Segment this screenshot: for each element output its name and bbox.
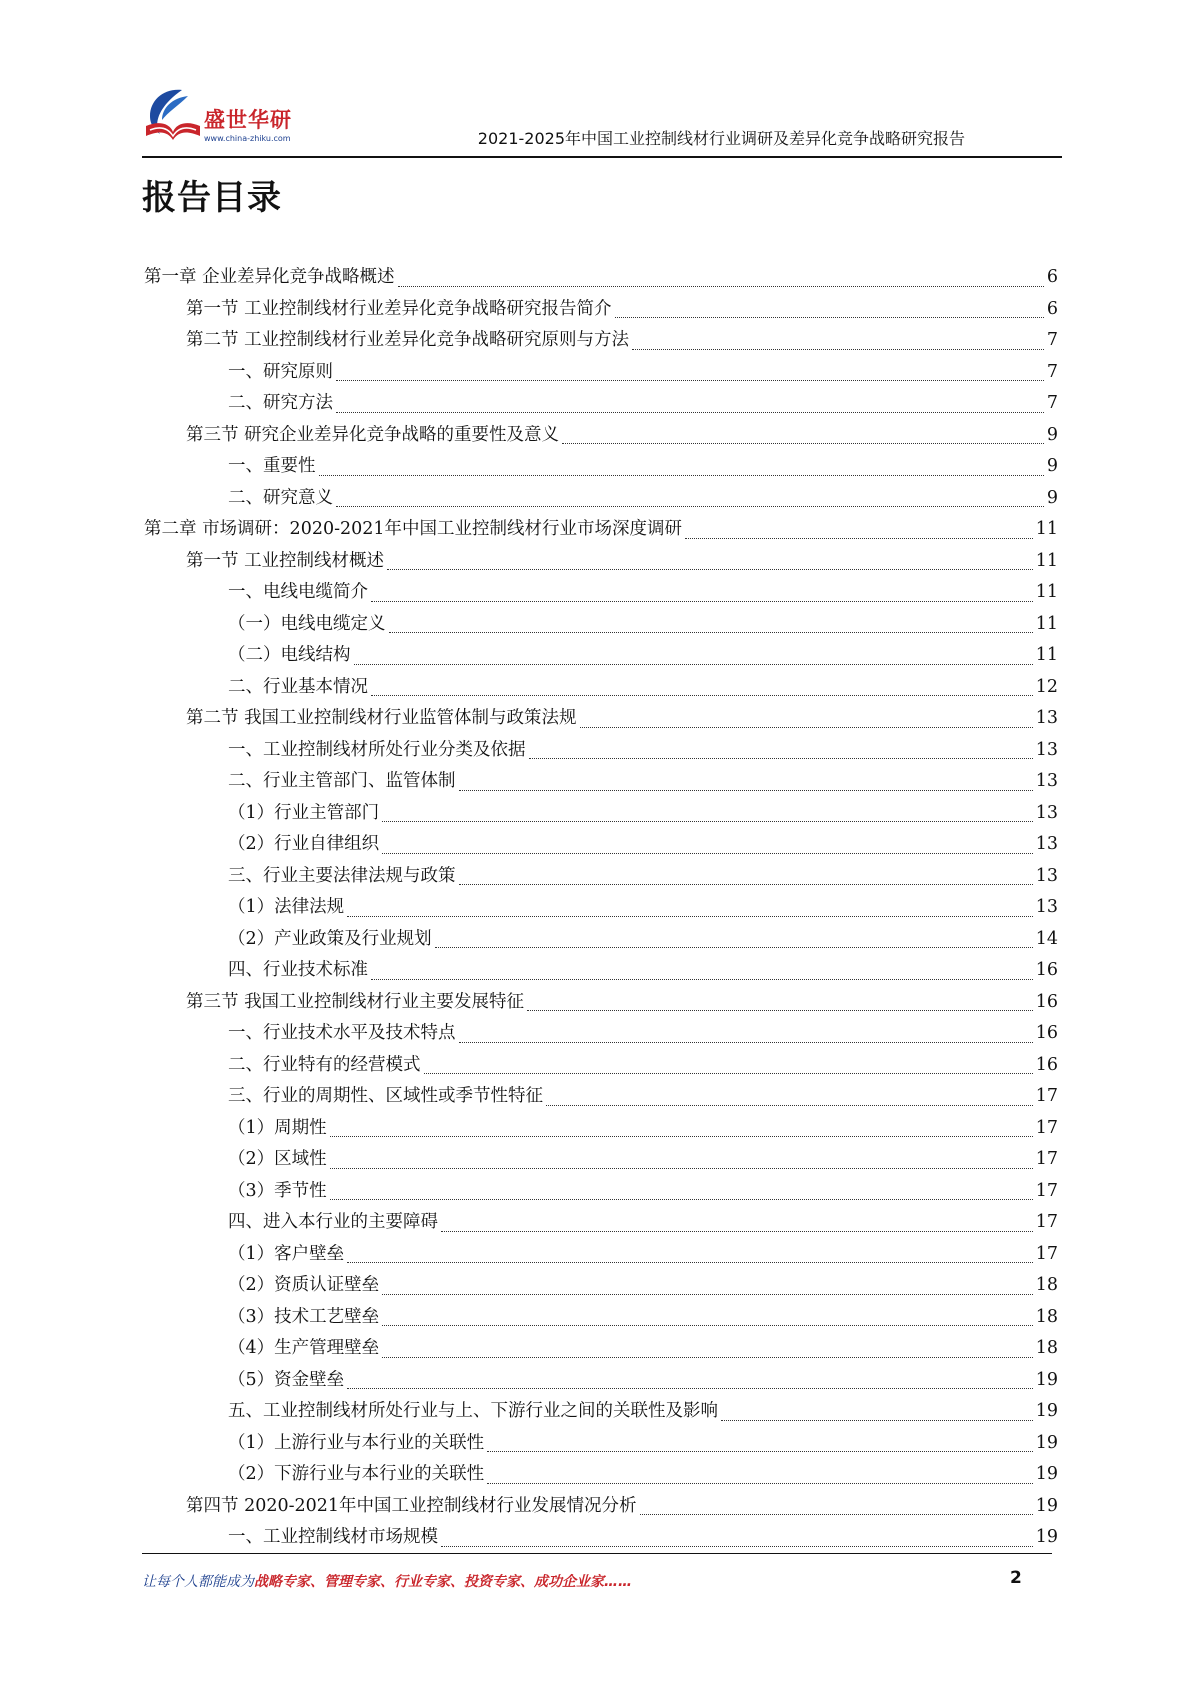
- toc-dot-leader: [330, 1168, 1033, 1169]
- toc-entry-page: 6: [1046, 267, 1058, 287]
- toc-entry-label: 三、行业的周期性、区域性或季节性特征: [228, 1086, 543, 1106]
- toc-dot-leader: [336, 506, 1044, 507]
- toc-dot-leader: [371, 695, 1033, 696]
- toc-entry-page: 11: [1035, 645, 1058, 665]
- toc-dot-leader: [371, 601, 1033, 602]
- toc-dot-leader: [487, 1483, 1033, 1484]
- toc-entry[interactable]: [144, 1081, 1058, 1113]
- toc-entry-page: 19: [1035, 1527, 1058, 1547]
- toc-entry-label: （2）下游行业与本行业的关联性: [228, 1464, 485, 1484]
- toc-entry[interactable]: [144, 1207, 1058, 1239]
- header-divider: [142, 156, 1062, 158]
- toc-dot-leader: [580, 727, 1033, 728]
- toc-entry[interactable]: [144, 325, 1058, 357]
- toc-entry-page: 16: [1035, 1023, 1058, 1043]
- toc-dot-leader: [347, 1262, 1033, 1263]
- toc-entry-page: 17: [1035, 1149, 1058, 1169]
- toc-entry[interactable]: [144, 1302, 1058, 1334]
- toc-entry-page: 18: [1035, 1275, 1058, 1295]
- toc-dot-leader: [546, 1105, 1033, 1106]
- toc-entry-page: 7: [1046, 330, 1058, 350]
- toc-entry[interactable]: [144, 1018, 1058, 1050]
- toc-entry[interactable]: [144, 609, 1058, 641]
- toc-dot-leader: [330, 1199, 1033, 1200]
- toc-entry-label: 五、工业控制线材所处行业与上、下游行业之间的关联性及影响: [228, 1401, 718, 1421]
- page-number: 2: [1010, 1568, 1022, 1588]
- toc-entry-page: 16: [1035, 960, 1058, 980]
- toc-dot-leader: [459, 884, 1033, 885]
- toc-entry[interactable]: [144, 1333, 1058, 1365]
- toc-entry-label: 一、电线电缆简介: [228, 582, 368, 602]
- toc-entry[interactable]: [144, 955, 1058, 987]
- toc-entry-label: 第二节 我国工业控制线材行业监管体制与政策法规: [186, 708, 577, 728]
- toc-entry[interactable]: [144, 1365, 1058, 1397]
- toc-entry-label: 一、研究原则: [228, 361, 333, 382]
- toc-entry-page: 7: [1046, 393, 1058, 413]
- open-book-logo-icon: [142, 86, 204, 144]
- toc-entry-page: 17: [1035, 1212, 1058, 1232]
- toc-entry-label: 一、工业控制线材所处行业分类及依据: [228, 739, 526, 760]
- toc-entry-page: 11: [1035, 582, 1058, 602]
- toc-entry-label: （1）法律法规: [228, 897, 345, 917]
- toc-dot-leader: [336, 412, 1044, 413]
- toc-entry[interactable]: [144, 861, 1058, 893]
- toc-entry-label: （1）客户壁垒: [228, 1243, 345, 1264]
- toc-dot-leader: [721, 1420, 1033, 1421]
- toc-entry[interactable]: [144, 987, 1058, 1019]
- toc-dot-leader: [354, 664, 1033, 665]
- toc-entry[interactable]: [144, 1396, 1058, 1428]
- toc-entry-page: 19: [1035, 1369, 1058, 1390]
- toc-entry-label: 第一节 工业控制线材概述: [186, 550, 385, 571]
- table-of-contents: [144, 262, 1058, 1554]
- toc-entry-page: 6: [1046, 298, 1058, 319]
- footer-divider: [142, 1553, 1052, 1554]
- toc-entry-label: （1）周期性: [228, 1117, 327, 1138]
- toc-entry-label: （1）行业主管部门: [228, 802, 380, 823]
- footer-slogan: [142, 1571, 632, 1591]
- toc-entry-page: 17: [1035, 1117, 1058, 1138]
- toc-entry[interactable]: [144, 1239, 1058, 1271]
- toc-entry-label: 一、行业技术水平及技术特点: [228, 1023, 456, 1043]
- toc-entry-label: 第一节 工业控制线材行业差异化竞争战略研究报告简介: [186, 298, 612, 319]
- toc-entry-label: 第四节 2020-2021年中国工业控制线材行业发展情况分析: [186, 1495, 637, 1516]
- toc-dot-leader: [387, 569, 1033, 570]
- toc-entry[interactable]: [144, 514, 1058, 546]
- toc-entry[interactable]: [144, 1459, 1058, 1491]
- toc-dot-leader: [487, 1451, 1033, 1452]
- toc-entry[interactable]: [144, 703, 1058, 735]
- toc-entry[interactable]: [144, 546, 1058, 578]
- toc-entry-page: 13: [1035, 739, 1058, 760]
- toc-entry-page: 9: [1046, 487, 1058, 508]
- toc-dot-leader: [441, 1546, 1033, 1547]
- toc-entry[interactable]: [144, 483, 1058, 515]
- toc-entry-label: 四、进入本行业的主要障碍: [228, 1212, 438, 1232]
- toc-entry-page: 14: [1035, 928, 1058, 949]
- toc-entry-label: （3）季节性: [228, 1180, 327, 1201]
- toc-entry-label: （一）电线电缆定义: [228, 613, 386, 634]
- toc-entry[interactable]: [144, 1176, 1058, 1208]
- toc-entry[interactable]: [144, 640, 1058, 672]
- logo-url: www.china-zhiku.com: [204, 134, 291, 143]
- toc-entry[interactable]: [144, 892, 1058, 924]
- toc-entry-label: 二、研究方法: [228, 393, 333, 413]
- toc-entry-page: 13: [1035, 708, 1058, 728]
- toc-entry-label: 一、工业控制线材市场规模: [228, 1527, 438, 1547]
- toc-entry[interactable]: [144, 388, 1058, 420]
- toc-entry-label: （1）上游行业与本行业的关联性: [228, 1432, 485, 1453]
- toc-entry-label: （3）技术工艺壁垒: [228, 1306, 380, 1327]
- toc-dot-leader: [382, 1325, 1033, 1326]
- toc-entry-page: 11: [1035, 519, 1058, 539]
- logo-name: 盛世华研: [204, 108, 292, 132]
- toc-entry[interactable]: [144, 1050, 1058, 1082]
- toc-entry-page: 17: [1035, 1243, 1058, 1264]
- toc-entry-label: （4）生产管理壁垒: [228, 1338, 380, 1358]
- toc-dot-leader: [319, 475, 1044, 476]
- toc-entry[interactable]: [144, 1270, 1058, 1302]
- toc-entry-page: 9: [1046, 456, 1058, 476]
- toc-dot-leader: [459, 790, 1033, 791]
- toc-dot-leader: [685, 538, 1033, 539]
- toc-dot-leader: [527, 1010, 1033, 1011]
- toc-entry[interactable]: [144, 1428, 1058, 1460]
- toc-entry[interactable]: [144, 798, 1058, 830]
- toc-dot-leader: [347, 1388, 1033, 1389]
- toc-entry[interactable]: [144, 577, 1058, 609]
- toc-entry-page: 7: [1046, 361, 1058, 382]
- toc-entry[interactable]: [144, 735, 1058, 767]
- toc-entry-label: （2）产业政策及行业规划: [228, 928, 432, 949]
- toc-dot-leader: [382, 1294, 1033, 1295]
- toc-entry-page: 17: [1035, 1086, 1058, 1106]
- toc-entry[interactable]: [144, 420, 1058, 452]
- toc-entry-label: 二、行业基本情况: [228, 676, 368, 697]
- report-title: 2021-2025年中国工业控制线材行业调研及差异化竞争战略研究报告: [477, 129, 965, 148]
- toc-entry-page: 12: [1035, 676, 1058, 697]
- toc-entry[interactable]: [144, 829, 1058, 861]
- toc-entry[interactable]: [144, 1144, 1058, 1176]
- toc-entry-label: （2）行业自律组织: [228, 834, 380, 854]
- toc-dot-leader: [435, 947, 1033, 948]
- toc-entry[interactable]: [144, 1113, 1058, 1145]
- toc-entry-label: 三、行业主要法律法规与政策: [228, 865, 456, 886]
- toc-entry[interactable]: [144, 262, 1058, 294]
- toc-entry[interactable]: [144, 766, 1058, 798]
- toc-dot-leader: [382, 1357, 1033, 1358]
- toc-entry-page: 17: [1035, 1180, 1058, 1201]
- toc-dot-leader: [424, 1073, 1033, 1074]
- toc-entry-label: 二、行业主管部门、监管体制: [228, 771, 456, 791]
- toc-entry-page: 9: [1046, 424, 1058, 445]
- toc-dot-leader: [336, 380, 1044, 381]
- toc-entry-page: 11: [1035, 550, 1058, 571]
- toc-entry-label: （二）电线结构: [228, 645, 351, 665]
- toc-entry-page: 13: [1035, 865, 1058, 886]
- toc-entry-label: 第二节 工业控制线材行业差异化竞争战略研究原则与方法: [186, 330, 630, 350]
- toc-entry[interactable]: [144, 924, 1058, 956]
- toc-dot-leader: [389, 632, 1033, 633]
- toc-entry-label: 二、研究意义: [228, 487, 333, 508]
- footer-slogan-accent: 战略专家、管理专家、行业专家、投资专家、成功企业家……: [254, 1574, 632, 1590]
- toc-entry-label: （2）资质认证壁垒: [228, 1275, 380, 1295]
- toc-entry-label: （5）资金壁垒: [228, 1369, 345, 1390]
- toc-dot-leader: [529, 758, 1033, 759]
- toc-dot-leader: [459, 1042, 1033, 1043]
- toc-entry-page: 18: [1035, 1338, 1058, 1358]
- toc-dot-leader: [562, 443, 1044, 444]
- toc-entry-page: 18: [1035, 1306, 1058, 1327]
- toc-dot-leader: [441, 1231, 1033, 1232]
- toc-entry-page: 13: [1035, 897, 1058, 917]
- company-logo: [142, 86, 312, 148]
- toc-entry-label: 一、重要性: [228, 456, 316, 476]
- toc-entry-label: 第一章 企业差异化竞争战略概述: [144, 267, 395, 287]
- toc-dot-leader: [632, 349, 1044, 350]
- toc-entry-label: 第三节 我国工业控制线材行业主要发展特征: [186, 991, 525, 1012]
- toc-entry[interactable]: [144, 1522, 1058, 1554]
- toc-dot-leader: [398, 286, 1044, 287]
- toc-entry-page: 13: [1035, 802, 1058, 823]
- page-title: 报告目录: [142, 178, 282, 218]
- toc-dot-leader: [347, 916, 1033, 917]
- toc-entry[interactable]: [144, 1491, 1058, 1523]
- toc-entry[interactable]: [144, 672, 1058, 704]
- toc-entry-page: 19: [1035, 1432, 1058, 1453]
- toc-entry-label: 二、行业特有的经营模式: [228, 1054, 421, 1075]
- toc-entry-page: 19: [1035, 1464, 1058, 1484]
- toc-entry[interactable]: [144, 294, 1058, 326]
- toc-entry-page: 16: [1035, 1054, 1058, 1075]
- toc-entry-label: 第二章 市场调研：2020-2021年中国工业控制线材行业市场深度调研: [144, 519, 683, 539]
- toc-entry[interactable]: [144, 451, 1058, 483]
- toc-dot-leader: [640, 1514, 1033, 1515]
- toc-dot-leader: [615, 317, 1044, 318]
- toc-entry-page: 16: [1035, 991, 1058, 1012]
- toc-dot-leader: [382, 853, 1033, 854]
- toc-entry-page: 13: [1035, 771, 1058, 791]
- footer-slogan-lead: 让每个人都能成为: [142, 1574, 254, 1590]
- toc-entry-page: 19: [1035, 1401, 1058, 1421]
- toc-dot-leader: [371, 979, 1033, 980]
- toc-entry-page: 19: [1035, 1495, 1058, 1516]
- toc-entry[interactable]: [144, 357, 1058, 389]
- toc-entry-label: 第三节 研究企业差异化竞争战略的重要性及意义: [186, 424, 560, 445]
- toc-dot-leader: [330, 1136, 1033, 1137]
- toc-entry-label: （2）区域性: [228, 1149, 327, 1169]
- toc-entry-page: 13: [1035, 834, 1058, 854]
- toc-dot-leader: [382, 821, 1033, 822]
- toc-entry-page: 11: [1035, 613, 1058, 634]
- toc-entry-label: 四、行业技术标准: [228, 960, 368, 980]
